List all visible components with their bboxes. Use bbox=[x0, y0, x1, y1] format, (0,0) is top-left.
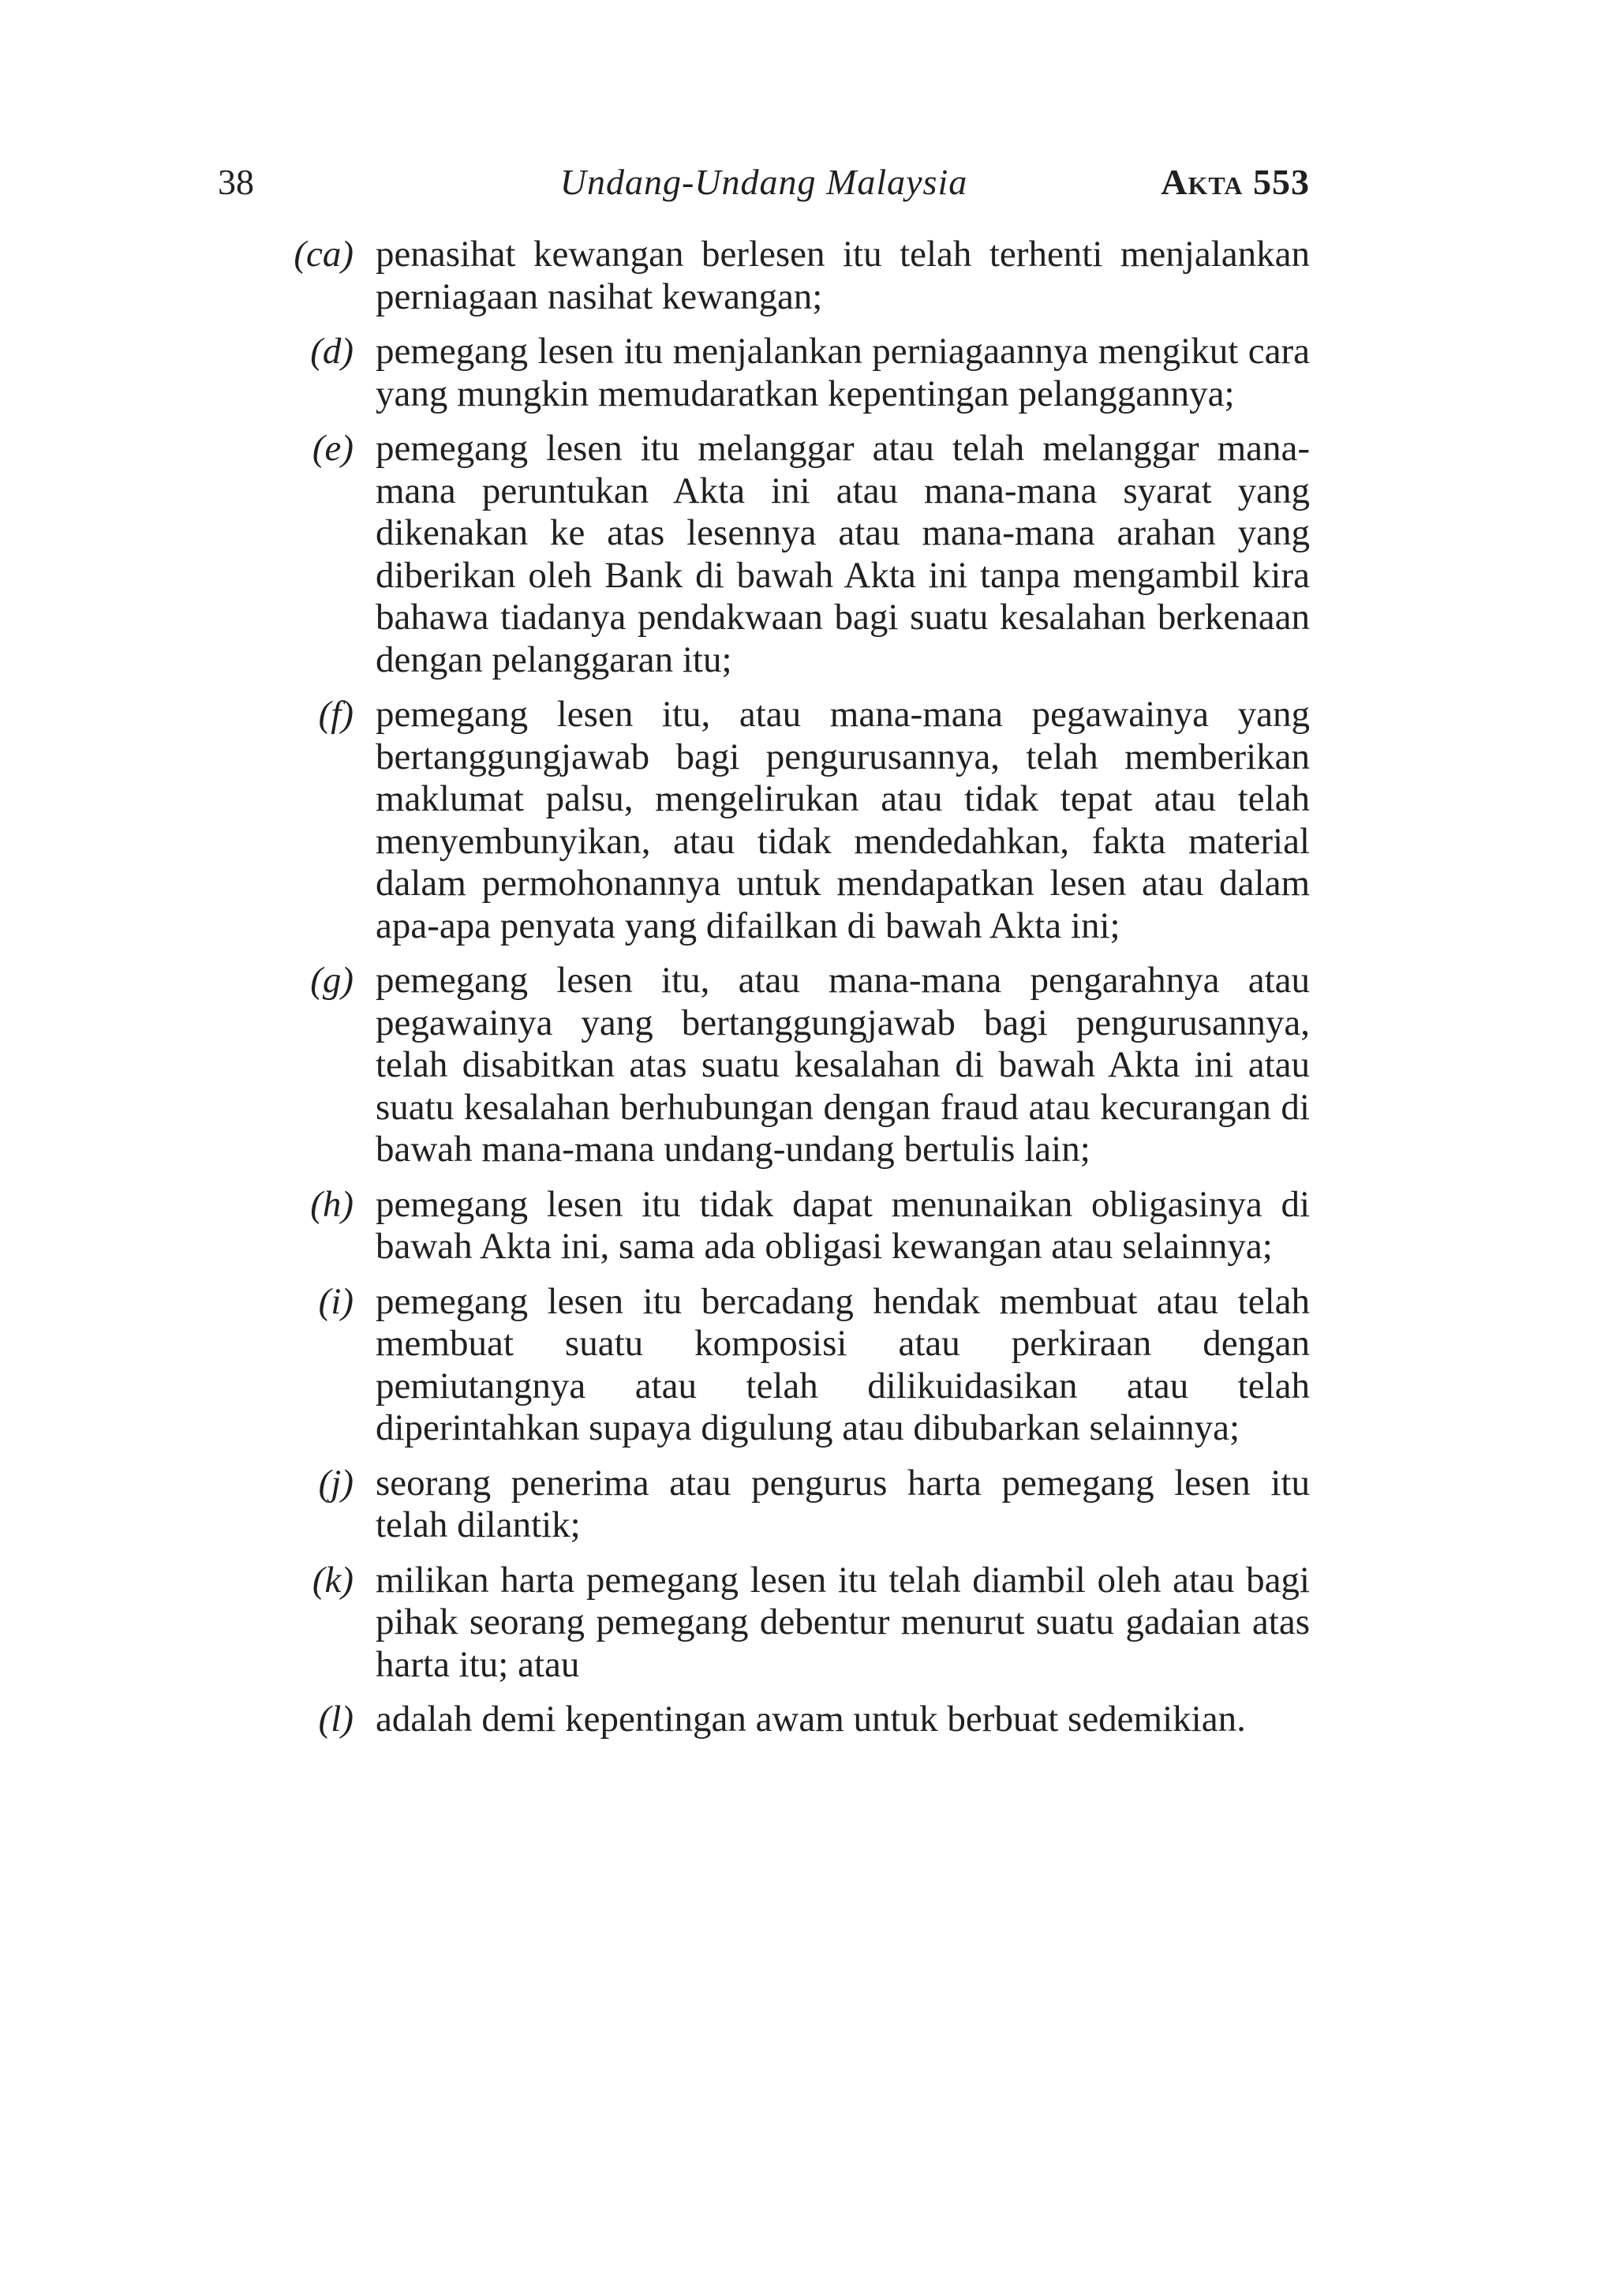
item-label: (e) bbox=[312, 428, 354, 469]
item-text: milikan harta pemegang lesen itu telah diambil oleh atau bagi pihak seorang pemegang debentur menurut suatu gadaian atas harta itu; atau bbox=[376, 1559, 1310, 1685]
item-label: (d) bbox=[310, 331, 354, 372]
item-text: pemegang lesen itu bercadang hendak membuat atau telah membuat suatu komposisi atau perkiraan dengan pemiutangnya atau telah dilikuidasikan atau telah diperintahkan supaya digulung atau dibubarkan selainnya; bbox=[376, 1280, 1310, 1448]
item-label: (j) bbox=[318, 1462, 354, 1504]
item-label: (h) bbox=[310, 1183, 354, 1225]
item-text: pemegang lesen itu, atau mana-mana pengarahnya atau pegawainya yang bertanggungjawab bagi pengurusannya, telah disabitkan atas suatu kesalahan di bawah Akta ini atau suatu kesalahan berhubungan dengan fraud atau kecurangan di bawah mana-mana undang-undang bertulis lain; bbox=[376, 960, 1310, 1170]
list-item bbox=[218, 694, 1310, 947]
item-text: pemegang lesen itu menjalankan perniagaannya mengikut cara yang mungkin memudaratkan kepentingan pelanggannya; bbox=[376, 331, 1310, 414]
list-item bbox=[218, 1281, 1310, 1450]
list-item bbox=[218, 234, 1310, 318]
item-text: seorang penerima atau pengurus harta pemegang lesen itu telah dilantik; bbox=[376, 1462, 1310, 1545]
list-item bbox=[218, 1699, 1310, 1741]
item-label: (g) bbox=[310, 960, 354, 1001]
item-label: (i) bbox=[318, 1280, 354, 1322]
item-label: (f) bbox=[318, 694, 354, 735]
list-item bbox=[218, 1463, 1310, 1547]
list-item bbox=[218, 1184, 1310, 1268]
paragraph-list bbox=[218, 234, 1310, 1754]
item-label: (ca) bbox=[294, 234, 354, 275]
act-label: Akta 553 bbox=[1161, 162, 1310, 202]
item-text: adalah demi kepentingan awam untuk berbuat sedemikian. bbox=[376, 1699, 1246, 1740]
item-label: (l) bbox=[318, 1699, 354, 1740]
item-text: pemegang lesen itu, atau mana-mana pegawainya yang bertanggungjawab bagi pengurusannya, telah memberikan maklumat palsu, mengelirukan atau tidak tepat atau telah menyembunyikan, atau tidak mendedahkan, fakta material dalam permohonannya untuk mendapatkan lesen atau dalam apa-apa penyata yang difailkan di bawah Akta ini; bbox=[376, 694, 1310, 946]
list-item bbox=[218, 331, 1310, 415]
running-title: Undang-Undang Malaysia bbox=[559, 162, 968, 202]
page-header bbox=[218, 155, 1310, 210]
item-text: pemegang lesen itu tidak dapat menunaikan obligasinya di bawah Akta ini, sama ada obligasi kewangan atau selainnya; bbox=[376, 1183, 1310, 1267]
item-label: (k) bbox=[312, 1559, 354, 1601]
list-item bbox=[218, 1560, 1310, 1687]
list-item bbox=[218, 960, 1310, 1171]
item-text: penasihat kewangan berlesen itu telah terhenti menjalankan perniagaan nasihat kewangan; bbox=[376, 234, 1310, 317]
item-text: pemegang lesen itu melanggar atau telah melanggar mana-mana peruntukan Akta ini atau mana-mana syarat yang dikenakan ke atas lesennya atau mana-mana arahan yang diberikan oleh Bank di bawah Akta ini tanpa mengambil kira bahawa tiadanya pendakwaan bagi suatu kesalahan berkenaan dengan pelanggaran itu; bbox=[376, 428, 1310, 680]
page-number: 38 bbox=[218, 162, 254, 202]
list-item bbox=[218, 428, 1310, 681]
